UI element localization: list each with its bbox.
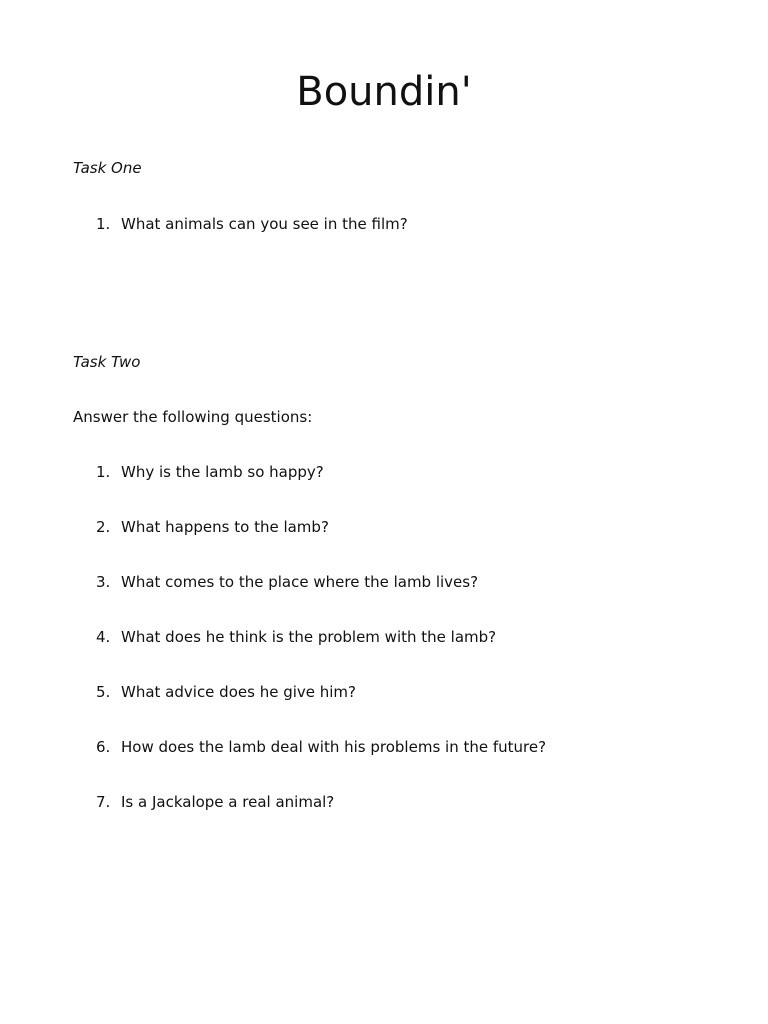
question-text: How does the lamb deal with his problems in the future? — [121, 738, 547, 756]
question-text: What animals can you see in the film? — [121, 215, 408, 233]
question-number: 7. — [96, 793, 111, 811]
question-text: What comes to the place where the lamb lives? — [121, 573, 479, 591]
question-text: Why is the lamb so happy? — [121, 463, 324, 481]
question-text: Is a Jackalope a real animal? — [121, 793, 335, 811]
question-number: 5. — [96, 683, 111, 701]
task-two-instruction: Answer the following questions: — [73, 408, 313, 426]
question-number: 1. — [96, 463, 111, 481]
question-number: 2. — [96, 518, 111, 536]
question-number: 4. — [96, 628, 111, 646]
question-number: 6. — [96, 738, 111, 756]
task-two-heading: Task Two — [73, 353, 141, 371]
question-number: 1. — [96, 215, 111, 233]
task-one-heading: Task One — [73, 159, 142, 177]
question-number: 3. — [96, 573, 111, 591]
document-title: Boundin' — [296, 69, 472, 115]
question-text: What does he think is the problem with the lamb? — [121, 628, 497, 646]
question-text: What advice does he give him? — [121, 683, 357, 701]
question-text: What happens to the lamb? — [121, 518, 329, 536]
